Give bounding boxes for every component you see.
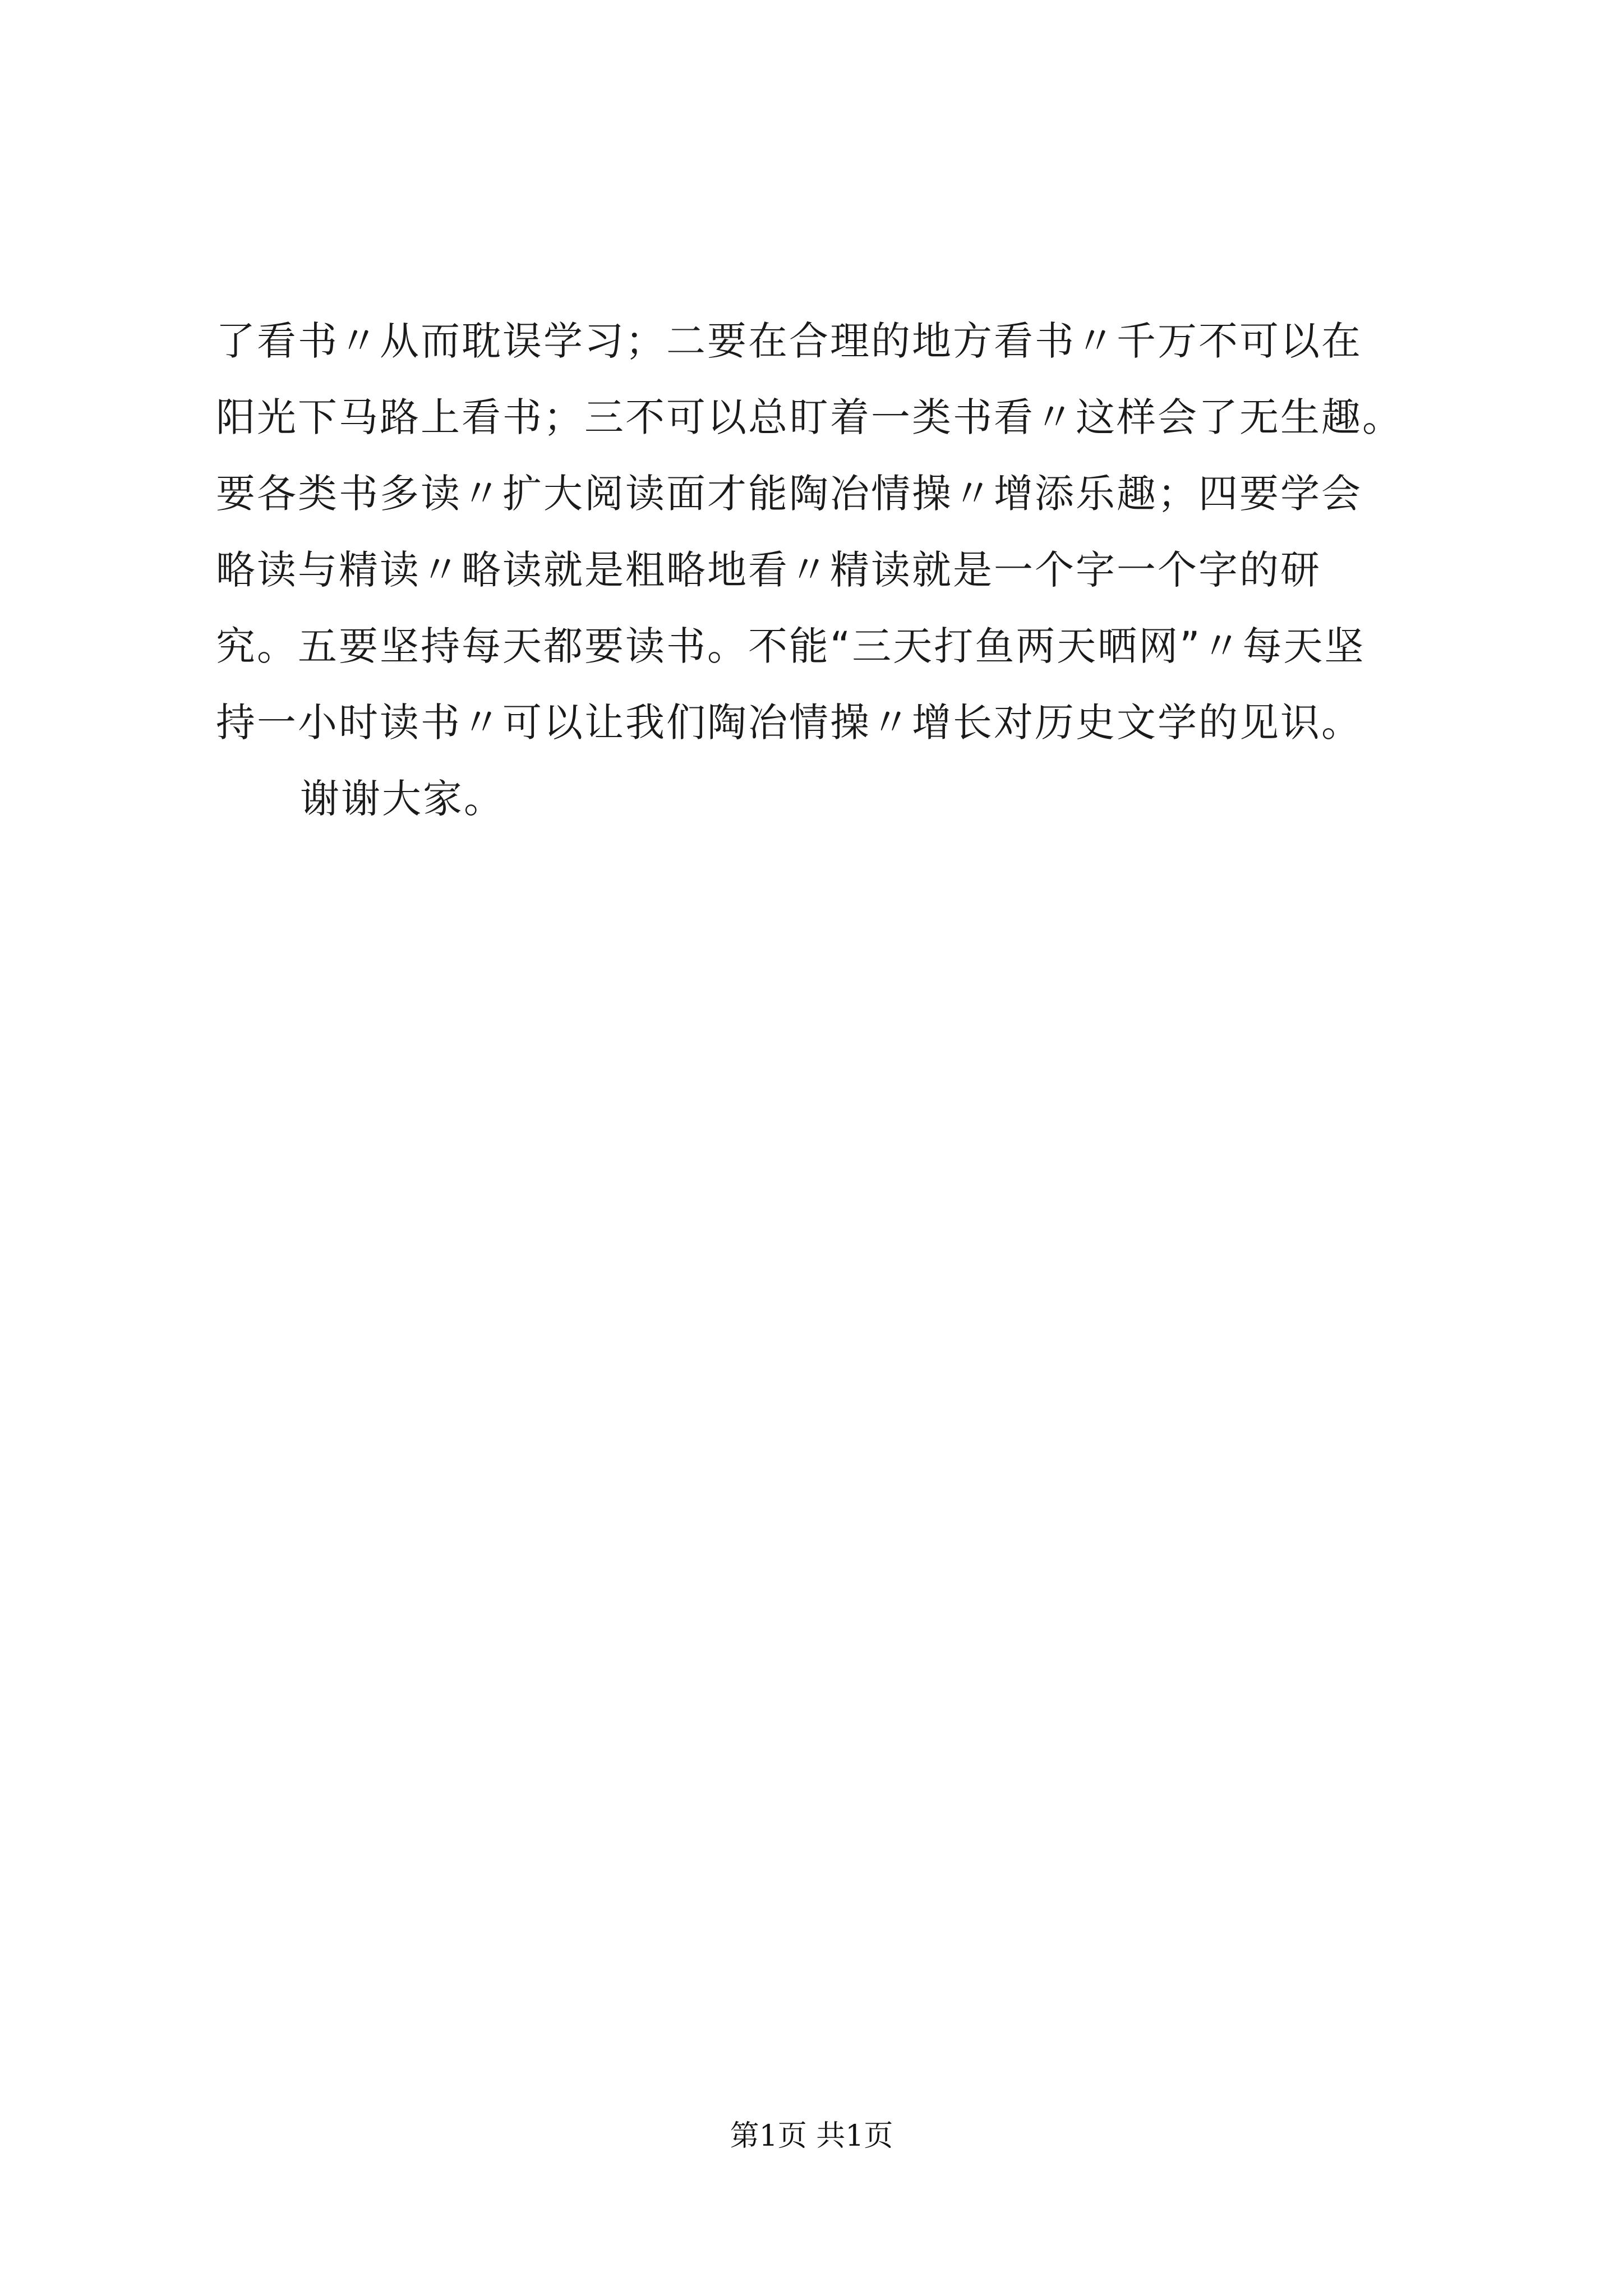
document-body (216, 303, 1506, 837)
page-number-label: 第1页 共1页 (730, 2119, 893, 2153)
paragraph-line: 阳光下马路上看书；三不可以总盯着一类书看〃这样会了无生趣。 (216, 394, 1403, 440)
page-footer (0, 2119, 1623, 2153)
paragraph-line: 略读与精读〃略读就是粗略地看〃精读就是一个字一个字的研 (216, 547, 1321, 593)
paragraph-line: 要各类书多读〃扩大阅读面才能陶冶情操〃增添乐趣；四要学会 (216, 471, 1362, 517)
closing-line: 谢谢大家。 (300, 776, 505, 822)
paragraph-line: 究。五要坚持每天都要读书。不能“三天打鱼两天晒网”〃每天坚 (216, 623, 1366, 669)
paragraph-line: 持一小时读书〃可以让我们陶冶情操〃增长对历史文学的见识。 (216, 700, 1362, 746)
paragraph-line: 了看书〃从而耽误学习；二要在合理的地方看书〃千万不可以在 (216, 318, 1362, 364)
